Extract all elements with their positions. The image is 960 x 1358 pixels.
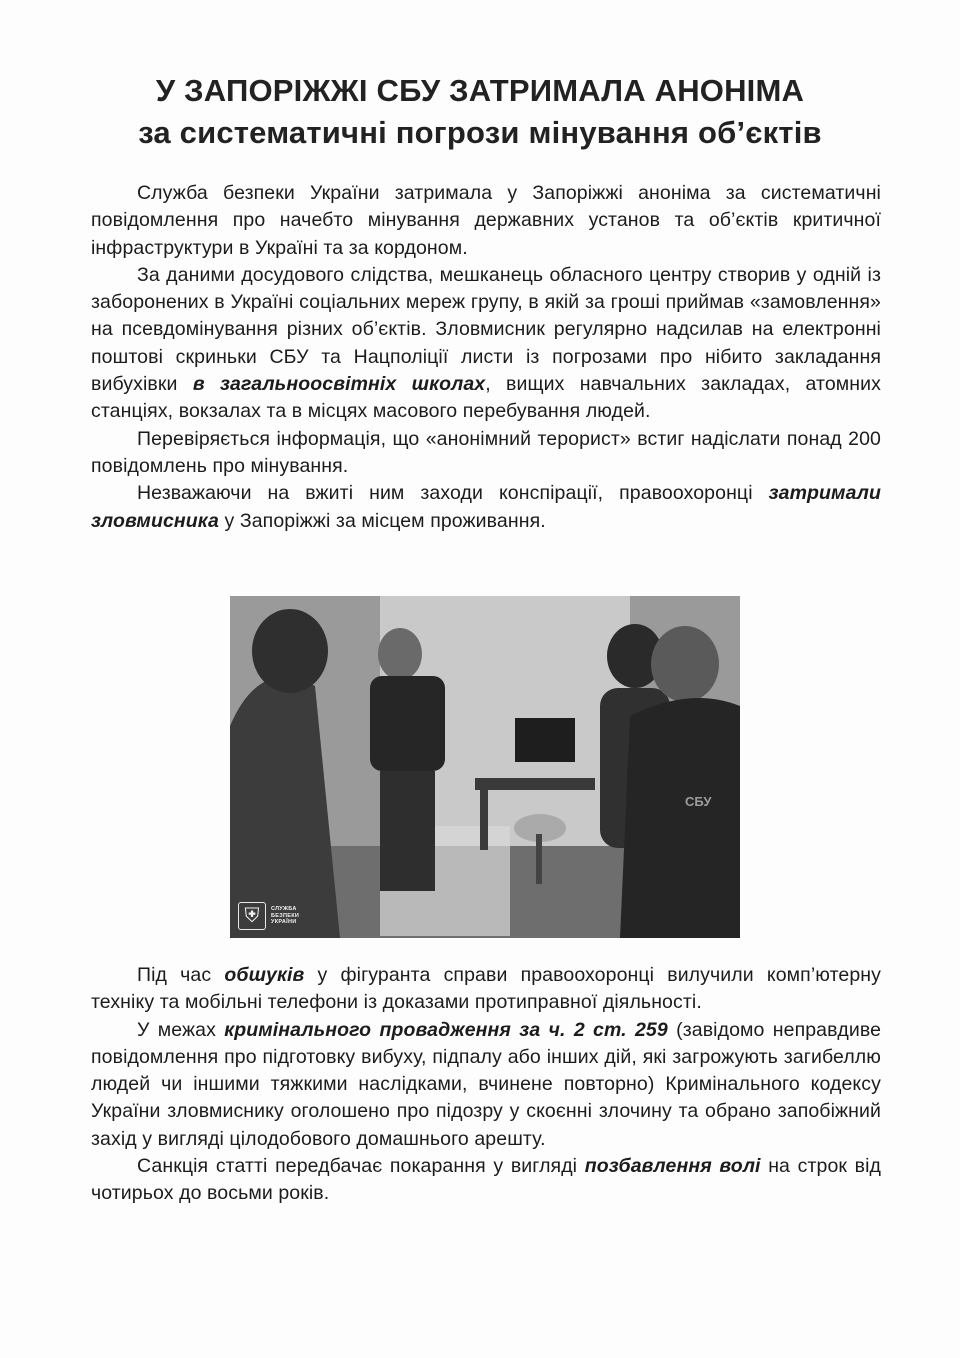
photo-scene [230, 596, 740, 938]
emphasis-text: в загальноосвітніх школах [192, 373, 486, 396]
paragraph: У межах кримінального провадження за ч. 2 ст. 259 (завідомо неправдиве повідомлення про підготовку вибуху, підпалу або інших дій, які загрожують загибеллю людей чи іншими тяжкими наслідками, вчинене повторно) Кримінального кодексу України зловмиснику оголошено про підозру у скоєнні злочину та обрано запобіжний захід у вигляді цілодобового домашнього арешту. [91, 1018, 882, 1150]
logo-caption: СЛУЖБА БЕЗПЕКИ УКРАЇНИ [271, 906, 300, 926]
paragraph: Під час обшуків у фігуранта справи правоохоронці вилучили комп’ютерну техніку та мобільні телефони із доказами протиправної діяльності. [91, 964, 881, 1014]
article-body-bottom [91, 962, 881, 1208]
paragraph: Незважаючи на вжиті ним заходи конспірації, правоохоронці затримали зловмисника у Запоріжжі за місцем проживання. [91, 482, 881, 532]
emphasis-text: обшуків [224, 964, 305, 986]
sbu-logo [238, 902, 299, 930]
emphasis-text: позбавлення волі [584, 1155, 761, 1178]
paragraph: Санкція статті передбачає покарання у вигляді позбавлення волі на строк від чотирьох до восьми років. [91, 1155, 882, 1205]
emphasis-text: затримали зловмисника [91, 482, 881, 532]
title-line-2: за систематичні погрози мінування об’єктів [138, 115, 822, 150]
paragraph: За даними досудового слідства, мешканець обласного центру створив у одній із заборонених в Україні соціальних мереж групу, в якій за гроші приймав «замовлення» на псевдомінування різних об’єктів. Зловмисник регулярно надсилав на електронні поштові скриньки СБУ та Нацполіції листи із погрозами про нібито закладання вибухівки в загальноосвітніх школах, вищих навчальних закладах, атомних станціях, вокзалах та в місцях масового перебування людей. [91, 263, 882, 423]
title-line-1: У ЗАПОРІЖЖІ СБУ ЗАТРИМАЛА АНОНІМА [155, 73, 805, 108]
paragraph: Перевіряється інформація, що «анонімний терорист» встиг надіслати понад 200 повідомлень про мінування. [91, 427, 881, 477]
article-body-top [91, 180, 881, 535]
sbu-patch-text: СБУ [685, 794, 712, 809]
paragraph: Служба безпеки України затримала у Запоріжжі аноніма за систематичні повідомлення про начебто мінування державних установ та об’єктів критичної інфраструктури в Україні та за кордоном. [91, 182, 881, 259]
sbu-emblem-icon: ⛨ [238, 902, 266, 930]
arrest-photo [230, 596, 740, 938]
page-title [60, 70, 900, 154]
emphasis-text: кримінального провадження за ч. 2 ст. 259 [224, 1018, 668, 1041]
